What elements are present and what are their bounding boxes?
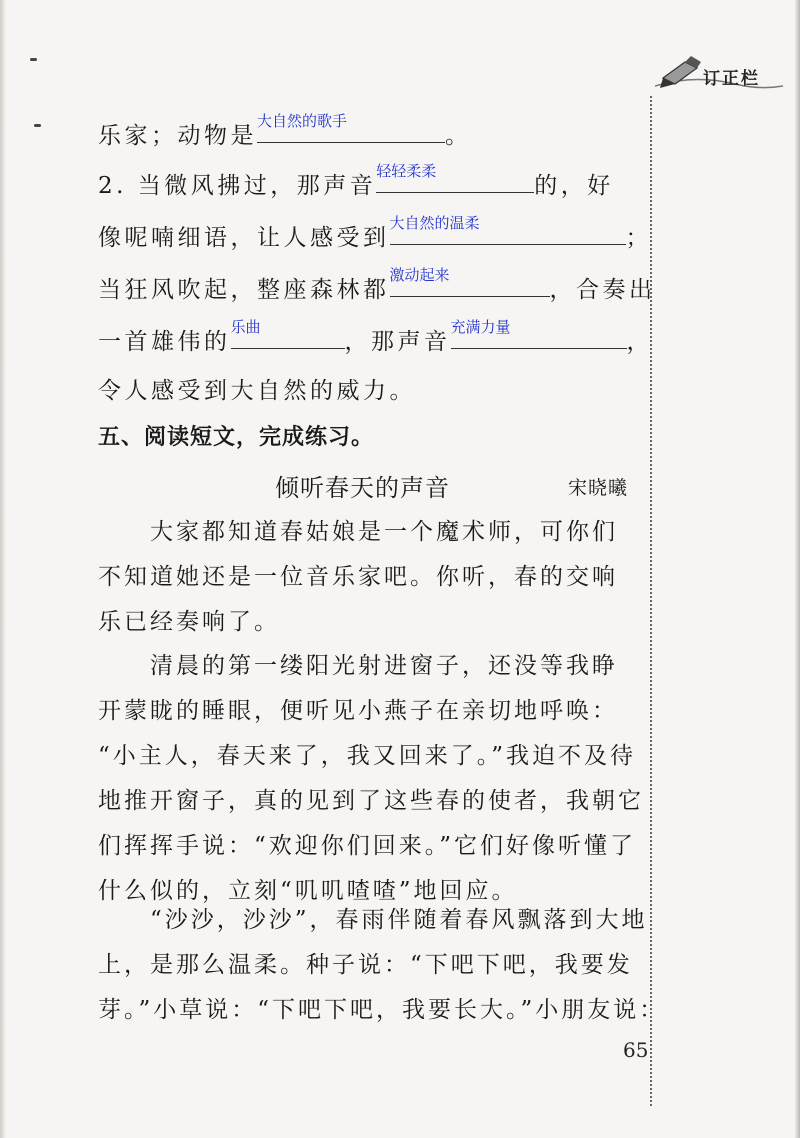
- answer-blank[interactable]: [389, 214, 626, 245]
- handwritten-answer: 轻轻柔柔: [376, 162, 437, 180]
- passage-line: 什么似的，立刻“叽叽喳喳”地回应。: [98, 878, 518, 904]
- passage-paragraph-3: [98, 898, 666, 1033]
- handwritten-answer: 大自然的温柔: [389, 214, 480, 232]
- handwritten-answer: 激动起来: [389, 266, 450, 284]
- exercise-line-6: 令人感受到大自然的威力。: [98, 378, 416, 404]
- scan-speck: [34, 124, 41, 127]
- page-number: 65: [623, 1038, 649, 1062]
- page-edge-right: [794, 0, 800, 1138]
- answer-blank[interactable]: [376, 162, 534, 193]
- correction-column-label: 订正栏: [703, 69, 760, 89]
- passage-paragraph-2: [98, 644, 643, 914]
- passage-line: 大家都知道春姑娘是一个魔术师，可你们: [98, 519, 618, 545]
- passage-line: 们挥挥手说：“欢迎你们回来。”它们好像听懂了: [98, 833, 637, 859]
- handwritten-answer: 大自然的歌手: [257, 112, 348, 130]
- passage-author: 宋晓曦: [568, 477, 629, 499]
- correction-column-tag: [655, 50, 785, 94]
- passage-paragraph-1: [98, 510, 643, 645]
- passage-line: 不知道她还是一位音乐家吧。你听，春的交响: [98, 564, 618, 590]
- section-heading: 五、阅读短文，完成练习。: [98, 425, 375, 450]
- page-edge-left: [0, 0, 6, 1138]
- answer-blank[interactable]: [230, 318, 345, 349]
- passage-line: 上，是那么温柔。种子说：“下吧下吧，我要发: [98, 952, 633, 978]
- handwritten-answer: 充满力量: [450, 318, 511, 336]
- exercise-line-4: 当狂风吹起，整座森林都 激动起来 ，合奏出: [98, 274, 638, 305]
- passage-line: 地推开窗子，真的见到了这些春的使者，我朝它: [98, 788, 644, 814]
- scan-speck: [30, 58, 37, 61]
- exercise-line-5: 一首雄伟的 乐曲 ，那声音 充满力量 ，: [98, 326, 638, 357]
- passage-line: 清晨的第一缕阳光射进窗子，还没等我睁: [98, 653, 618, 679]
- handwritten-answer: 乐曲: [230, 318, 261, 336]
- exercise-line-3: 像呢喃细语，让人感受到 大自然的温柔 ；: [98, 222, 638, 253]
- passage-title: 倾听春天的声音: [275, 474, 450, 502]
- passage-line: 开蒙眬的睡眼，便听见小燕子在亲切地呼唤：: [98, 698, 618, 724]
- answer-blank[interactable]: [450, 318, 627, 349]
- exercise-line-1: 乐家；动物是 大自然的歌手 。: [98, 120, 638, 151]
- passage-line: 乐已经奏响了。: [98, 609, 280, 635]
- answer-blank[interactable]: [389, 266, 550, 297]
- passage-line: “沙沙，沙沙”，春雨伴随着春风飘落到大地: [98, 907, 648, 933]
- answer-blank[interactable]: [257, 112, 445, 143]
- exercise-line-2: 2. 当微风拂过，那声音 轻轻柔柔 的，好: [98, 170, 638, 201]
- passage-line: “小主人，春天来了，我又回来了。”我迫不及待: [98, 743, 637, 769]
- passage-line: 芽。”小草说：“下吧下吧，我要长大。”小朋友说：: [98, 997, 666, 1023]
